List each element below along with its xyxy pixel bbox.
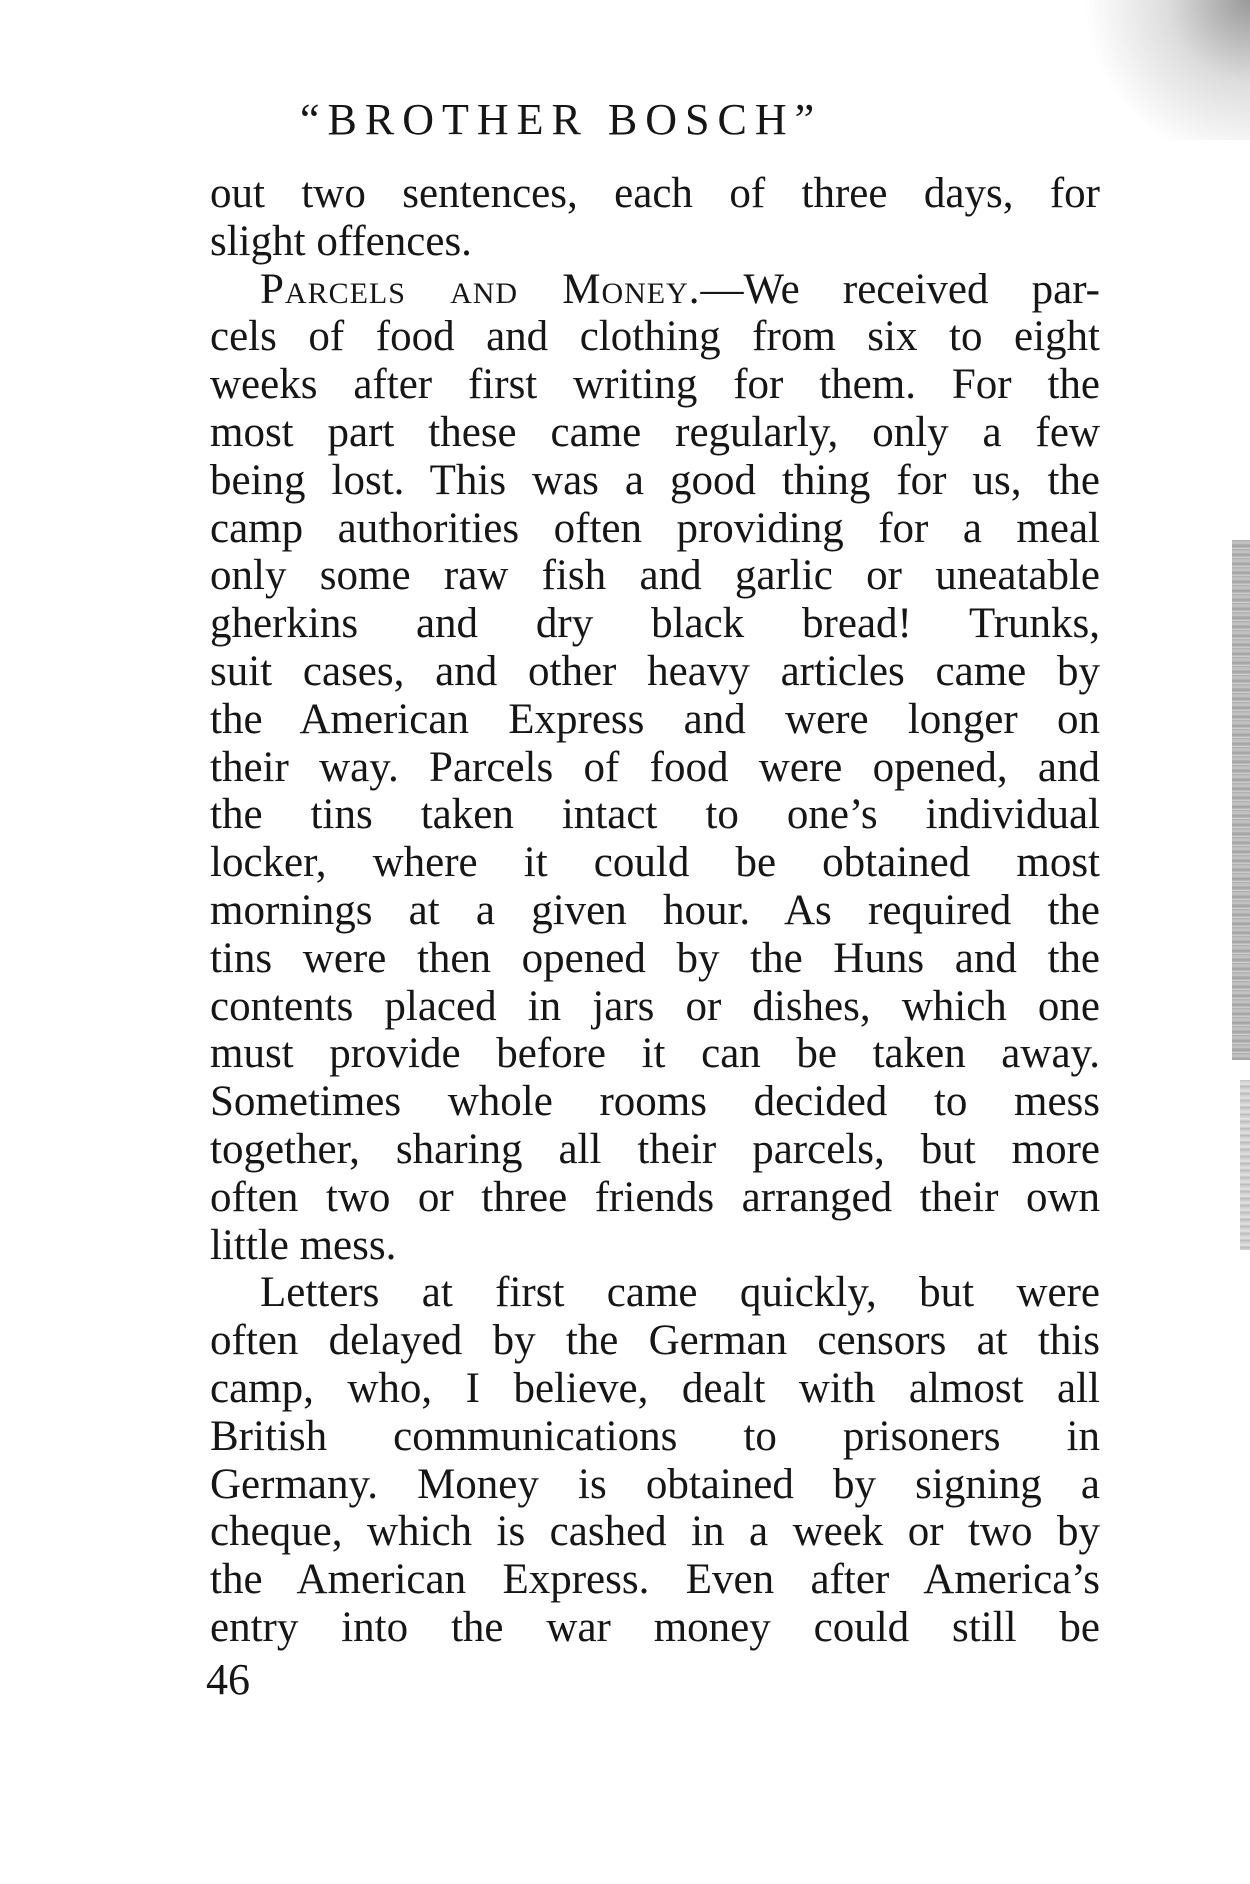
text-line: [210, 1461, 1100, 1509]
text-line: [210, 1604, 1100, 1652]
line-text: most part these came regularly, only a few: [210, 408, 1100, 456]
line-text: gherkins and dry black bread! Trunks,: [210, 600, 1100, 648]
text-line: [210, 1317, 1100, 1365]
line-text: their way. Parcels of food were opened, and: [210, 743, 1100, 791]
text-line: [210, 218, 1100, 266]
text-line: [210, 552, 1100, 600]
line-text: often delayed by the German censors at this: [210, 1317, 1100, 1365]
line-text: being lost. This was a good thing for us, the: [210, 456, 1100, 504]
text-line: [210, 1413, 1100, 1461]
body-text: [210, 170, 1100, 1652]
text-line: [210, 1030, 1100, 1078]
line-text: Sometimes whole rooms decided to mess: [210, 1078, 1100, 1126]
line-text: cheque, which is cashed in a week or two by: [210, 1508, 1100, 1556]
scan-noise-edge-lower: [1240, 1080, 1250, 1250]
text-line: [210, 170, 1100, 218]
text-line: [210, 1078, 1100, 1126]
text-line: [210, 1556, 1100, 1604]
line-text: only some raw fish and garlic or uneatable: [210, 552, 1100, 600]
text-line: [210, 313, 1100, 361]
line-text: camp authorities often providing for a meal: [210, 504, 1100, 552]
text-line: [210, 791, 1100, 839]
text-line: [210, 361, 1100, 409]
text-line: [210, 839, 1100, 887]
text-line: [210, 887, 1100, 935]
line-text: —We received par-: [700, 265, 1100, 313]
text-line: [210, 983, 1100, 1031]
line-text: out two sentences, each of three days, for: [210, 170, 1100, 217]
line-text: weeks after first writing for them. For the: [210, 361, 1100, 409]
line-text: Letters at first came quickly, but were: [260, 1269, 1100, 1317]
line-text: must provide before it can be taken away.: [210, 1030, 1100, 1078]
text-line: [210, 1174, 1100, 1222]
line-text: mornings at a given hour. As required the: [210, 886, 1100, 934]
text-line: [210, 1126, 1100, 1174]
page-number: 46: [206, 1655, 250, 1704]
text-line: [210, 935, 1100, 983]
text-line: [210, 457, 1100, 505]
line-text: camp, who, I believe, dealt with almost all: [210, 1364, 1100, 1412]
running-head: “BROTHER BOSCH”: [300, 95, 823, 144]
line-text: contents placed in jars or dishes, which one: [210, 982, 1100, 1030]
line-text: locker, where it could be obtained most: [210, 839, 1100, 887]
text-line: [210, 409, 1100, 457]
line-text: the tins taken intact to one’s individual: [210, 791, 1100, 839]
text-line: [210, 648, 1100, 696]
line-text: suit cases, and other heavy articles came by: [210, 647, 1100, 695]
line-text: cels of food and clothing from six to eight: [210, 313, 1100, 361]
line-text: Germany. Money is obtained by signing a: [210, 1460, 1100, 1508]
text-line: [210, 744, 1100, 792]
text-line: [210, 600, 1100, 648]
line-text: the American Express and were longer on: [210, 695, 1100, 743]
text-line: [210, 1269, 1100, 1317]
text-line: [210, 1222, 1100, 1270]
text-line: [210, 696, 1100, 744]
line-text: the American Express. Even after America’s: [210, 1556, 1100, 1604]
line-text: slight offences.: [210, 217, 472, 265]
line-text: together, sharing all their parcels, but more: [210, 1125, 1100, 1173]
text-line: [210, 1508, 1100, 1556]
text-line: [210, 1365, 1100, 1413]
line-text: British communications to prisoners in: [210, 1412, 1100, 1460]
line-text: entry into the war money could still be: [210, 1603, 1100, 1651]
text-line: [210, 266, 1100, 314]
line-text: often two or three friends arranged their own: [210, 1173, 1100, 1221]
line-text: little mess.: [210, 1221, 397, 1269]
line-text: tins were then opened by the Huns and the: [210, 934, 1100, 982]
scan-noise-edge: [1232, 540, 1250, 1060]
scan-noise-corner: [1060, 0, 1250, 140]
text-line: [210, 505, 1100, 553]
section-heading: Parcels and Money.: [260, 265, 701, 313]
